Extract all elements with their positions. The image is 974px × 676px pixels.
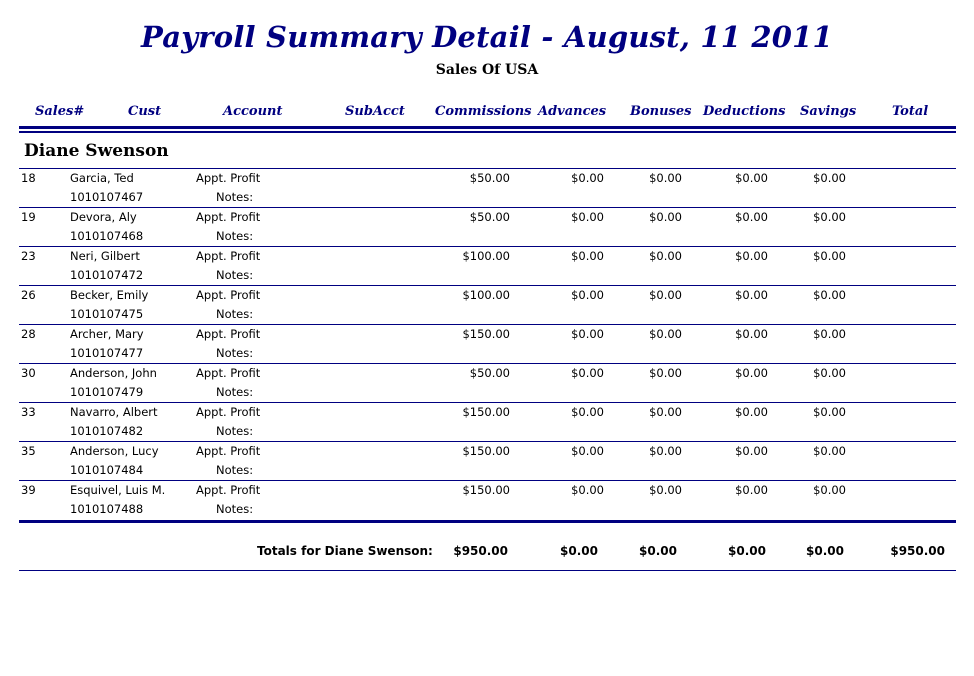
row-sales-number: 35 <box>21 444 36 458</box>
totals-savings: $0.00 <box>806 544 844 558</box>
row-commissions: $150.00 <box>462 405 510 419</box>
row-sales-number: 23 <box>21 249 36 263</box>
row-sales-number: 39 <box>21 483 36 497</box>
row-commissions: $150.00 <box>462 483 510 497</box>
row-account-number: 1010107477 <box>70 346 144 360</box>
row-notes-label: Notes: <box>216 463 254 477</box>
row-notes-label: Notes: <box>216 502 254 516</box>
report-subtitle: Sales Of USA <box>435 62 539 78</box>
row-sales-number: 30 <box>21 366 36 380</box>
row-sales-number: 18 <box>21 171 36 185</box>
row-savings: $0.00 <box>813 366 846 380</box>
totals-advances: $0.00 <box>560 544 598 558</box>
row-account: Appt. Profit <box>196 327 261 341</box>
row-notes-label: Notes: <box>216 268 254 282</box>
table-row <box>0 441 974 480</box>
row-savings: $0.00 <box>813 210 846 224</box>
totals-bonuses: $0.00 <box>639 544 677 558</box>
row-account: Appt. Profit <box>196 288 261 302</box>
row-deductions: $0.00 <box>735 249 768 263</box>
row-commissions: $150.00 <box>462 444 510 458</box>
row-advances: $0.00 <box>571 171 604 185</box>
row-account-number: 1010107484 <box>70 463 144 477</box>
table-row <box>0 363 974 402</box>
row-account-number: 1010107482 <box>70 424 144 438</box>
row-notes-label: Notes: <box>216 385 254 399</box>
row-savings: $0.00 <box>813 327 846 341</box>
row-notes-label: Notes: <box>216 190 254 204</box>
row-bonuses: $0.00 <box>649 288 682 302</box>
row-bonuses: $0.00 <box>649 171 682 185</box>
row-advances: $0.00 <box>571 288 604 302</box>
row-bonuses: $0.00 <box>649 249 682 263</box>
totals-label: Totals for Diane Swenson: <box>257 544 433 558</box>
row-advances: $0.00 <box>571 327 604 341</box>
row-customer-name: Devora, Aly <box>70 210 137 224</box>
row-deductions: $0.00 <box>735 288 768 302</box>
header-divider-top <box>19 126 956 129</box>
row-commissions: $100.00 <box>462 249 510 263</box>
row-customer-name: Esquivel, Luis M. <box>70 483 166 497</box>
row-account-number: 1010107467 <box>70 190 144 204</box>
group-name: Diane Swenson <box>24 141 169 161</box>
row-deductions: $0.00 <box>735 483 768 497</box>
column-header-deductions: Deductions <box>703 104 786 119</box>
row-customer-name: Becker, Emily <box>70 288 149 302</box>
row-account-number: 1010107468 <box>70 229 144 243</box>
column-header-commissions: Commissions <box>435 104 532 119</box>
row-commissions: $50.00 <box>469 171 510 185</box>
row-savings: $0.00 <box>813 288 846 302</box>
row-commissions: $150.00 <box>462 327 510 341</box>
table-row <box>0 402 974 441</box>
row-advances: $0.00 <box>571 366 604 380</box>
row-savings: $0.00 <box>813 483 846 497</box>
column-header-bonuses: Bonuses <box>630 104 692 119</box>
totals-deductions: $0.00 <box>728 544 766 558</box>
totals-commissions: $950.00 <box>453 544 508 558</box>
row-account: Appt. Profit <box>196 444 261 458</box>
row-notes-label: Notes: <box>216 424 254 438</box>
row-savings: $0.00 <box>813 444 846 458</box>
row-account-number: 1010107472 <box>70 268 144 282</box>
table-row <box>0 246 974 285</box>
row-bonuses: $0.00 <box>649 366 682 380</box>
row-sales-number: 26 <box>21 288 36 302</box>
group-end-divider <box>19 520 956 523</box>
row-commissions: $100.00 <box>462 288 510 302</box>
row-customer-name: Anderson, John <box>70 366 157 380</box>
table-row <box>0 480 974 519</box>
row-advances: $0.00 <box>571 405 604 419</box>
totals-total: $950.00 <box>890 544 945 558</box>
row-notes-label: Notes: <box>216 229 254 243</box>
column-header-advances: Advances <box>538 104 607 119</box>
row-deductions: $0.00 <box>735 327 768 341</box>
row-savings: $0.00 <box>813 405 846 419</box>
row-deductions: $0.00 <box>735 171 768 185</box>
row-account-number: 1010107479 <box>70 385 144 399</box>
row-sales-number: 19 <box>21 210 36 224</box>
report-title: Payroll Summary Detail - August, 11 2011 <box>141 20 833 54</box>
row-sales-number: 28 <box>21 327 36 341</box>
header-divider-bottom <box>19 131 956 133</box>
column-header-cust: Cust <box>128 104 162 119</box>
row-advances: $0.00 <box>571 483 604 497</box>
row-deductions: $0.00 <box>735 366 768 380</box>
row-commissions: $50.00 <box>469 210 510 224</box>
column-header-savings: Savings <box>800 104 857 119</box>
row-sales-number: 33 <box>21 405 36 419</box>
row-commissions: $50.00 <box>469 366 510 380</box>
table-row <box>0 207 974 246</box>
row-bonuses: $0.00 <box>649 483 682 497</box>
row-deductions: $0.00 <box>735 405 768 419</box>
row-savings: $0.00 <box>813 171 846 185</box>
row-advances: $0.00 <box>571 444 604 458</box>
row-customer-name: Archer, Mary <box>70 327 144 341</box>
row-account: Appt. Profit <box>196 483 261 497</box>
row-account-number: 1010107488 <box>70 502 144 516</box>
row-advances: $0.00 <box>571 210 604 224</box>
row-customer-name: Neri, Gilbert <box>70 249 140 263</box>
row-advances: $0.00 <box>571 249 604 263</box>
totals-bottom-line <box>19 570 956 571</box>
column-header-sales: Sales# <box>35 104 85 119</box>
row-deductions: $0.00 <box>735 444 768 458</box>
row-account: Appt. Profit <box>196 366 261 380</box>
column-header-total: Total <box>892 104 929 119</box>
table-row <box>0 285 974 324</box>
row-bonuses: $0.00 <box>649 444 682 458</box>
row-customer-name: Anderson, Lucy <box>70 444 159 458</box>
table-row <box>0 168 974 207</box>
column-header-account: Account <box>223 104 283 119</box>
row-savings: $0.00 <box>813 249 846 263</box>
row-customer-name: Garcia, Ted <box>70 171 134 185</box>
row-account: Appt. Profit <box>196 249 261 263</box>
table-row <box>0 324 974 363</box>
row-bonuses: $0.00 <box>649 210 682 224</box>
row-bonuses: $0.00 <box>649 327 682 341</box>
row-notes-label: Notes: <box>216 346 254 360</box>
row-account: Appt. Profit <box>196 405 261 419</box>
row-bonuses: $0.00 <box>649 405 682 419</box>
row-account-number: 1010107475 <box>70 307 144 321</box>
row-account: Appt. Profit <box>196 210 261 224</box>
row-deductions: $0.00 <box>735 210 768 224</box>
row-notes-label: Notes: <box>216 307 254 321</box>
row-customer-name: Navarro, Albert <box>70 405 158 419</box>
row-account: Appt. Profit <box>196 171 261 185</box>
column-header-subacct: SubAcct <box>345 104 405 119</box>
